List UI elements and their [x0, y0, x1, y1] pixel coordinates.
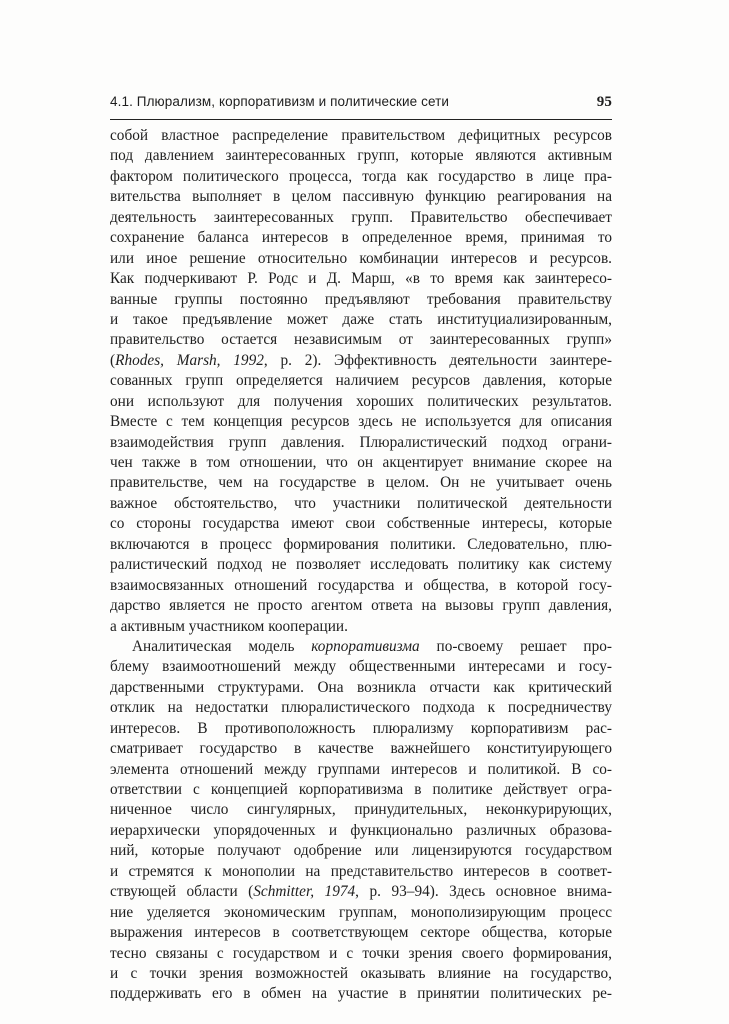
- italic-citation: корпоративизма: [311, 637, 420, 655]
- text-line: со стороны государства имеют свои собственные интересы, которые: [110, 515, 612, 533]
- text-line: и стремятся к монополии на представительство интересов в соответ-: [110, 862, 612, 880]
- text-line: поддерживать его в обмен на участие в принятии политических ре-: [110, 985, 612, 1003]
- text-line: отклик на недостатки плюралистического подхода к посредничеству: [110, 699, 612, 717]
- text-segment: Аналитическая модель: [132, 637, 312, 655]
- text-line: или иное решение относительно комбинации интересов и ресурсов.: [110, 249, 612, 267]
- text-line: важное обстоятельство, что участники политической деятельности: [110, 494, 612, 512]
- italic-citation: Rhodes, Marsh, 1992: [115, 351, 264, 369]
- text-line: под давлением заинтересованных групп, которые являются активным: [110, 147, 612, 165]
- body-text: [110, 126, 612, 1005]
- text-segment: , p. 2). Эффективность деятельности заинтере-: [263, 351, 612, 369]
- text-line: ний, которые получают одобрение или лицензируются государством: [110, 842, 612, 860]
- text-line: и с точки зрения возможностей оказывать влияние на государство,: [110, 964, 612, 982]
- text-line: сматривает государство в качестве важнейшего конституирующего: [110, 740, 612, 758]
- text-segment: (: [110, 351, 116, 369]
- text-line: элемента отношений между группами интересов и политикой. В со-: [110, 760, 612, 778]
- text-line: ответствии с концепцией корпоративизма в политике действует огра-: [110, 781, 612, 798]
- text-line: фактором политического процесса, тогда как государство в лице пра-: [110, 167, 612, 185]
- text-segment: по-своему решает про-: [419, 637, 612, 655]
- text-line: деятельность заинтересованных групп. Правительство обеспечивает: [110, 208, 612, 226]
- text-line: правительство остается независимым от заинтересованных групп»: [110, 331, 612, 349]
- text-line: интересов. В противоположность плюрализму корпоративизм рас-: [110, 719, 612, 737]
- italic-citation: Schmitter, 1974: [253, 883, 356, 901]
- text-line: [110, 351, 612, 371]
- text-segment: , p. 93–94). Здесь основное внима-: [355, 883, 612, 901]
- text-line: сохранение баланса интересов в определенное время, принимая то: [110, 229, 612, 247]
- text-line: сованных групп определяется наличием ресурсов давления, которые: [110, 372, 612, 390]
- text-line: дарство является не просто агентом ответа на вызовы групп давления,: [110, 597, 612, 615]
- text-line: вительства выполняет в целом пассивную функцию реагирования на: [110, 188, 612, 206]
- text-line: и такое предъявление может даже стать институциализированным,: [110, 310, 612, 328]
- text-line: иерархически упорядоченных и функционально различных образова-: [110, 821, 612, 839]
- text-line: ралистический подход не позволяет исследовать политику как систему: [110, 556, 612, 574]
- chapter-title: 4.1. Плюрализм, корпоративизм и политические сети: [110, 94, 450, 109]
- text-line: тесно связаны с государством и с точки зрения своего формирования,: [110, 944, 612, 962]
- running-header: [110, 94, 612, 114]
- text-line: Как подчеркивают Р. Родс и Д. Марш, «в то время как заинтересо-: [110, 270, 612, 288]
- text-line: они используют для получения хороших политических результатов.: [110, 392, 612, 410]
- text-line: правительстве, чем на государстве в целом. Он не учитывает очень: [110, 474, 612, 492]
- text-line: дарственными структурами. Она возникла отчасти как критический: [110, 678, 612, 696]
- text-segment: ствующей области (: [110, 883, 254, 901]
- text-line: ние уделяется экономическим группам, монополизирующим процесс: [110, 903, 612, 921]
- text-line: [110, 882, 612, 902]
- text-line: выражения интересов в соответствующем секторе общества, которые: [110, 924, 612, 942]
- text-line: чен также в том отношении, что он акцентирует внимание скорее на: [110, 454, 612, 471]
- header-rule: [110, 119, 612, 120]
- text-line: [110, 637, 612, 657]
- text-line: блему взаимоотношений между общественными интересами и госу-: [110, 658, 612, 676]
- text-line: включаются в процесс формирования политики. Следовательно, плю-: [110, 535, 612, 553]
- text-line: а активным участником кооперации.: [110, 617, 348, 635]
- text-line: Вместе с тем концепция ресурсов здесь не используется для описания: [110, 413, 612, 431]
- text-line: ванные группы постоянно предъявляют требования правительству: [110, 290, 612, 308]
- page-number: 95: [596, 94, 612, 110]
- text-line: собой властное распределение правительством дефицитных ресурсов: [110, 127, 612, 144]
- text-line: ниченное число сингулярных, принудительных, неконкурирующих,: [110, 801, 612, 819]
- text-line: взаимодействия групп давления. Плюралистический подход ограни-: [110, 433, 612, 451]
- text-line: взаимосвязанных отношений государства и общества, в которой госу-: [110, 576, 612, 594]
